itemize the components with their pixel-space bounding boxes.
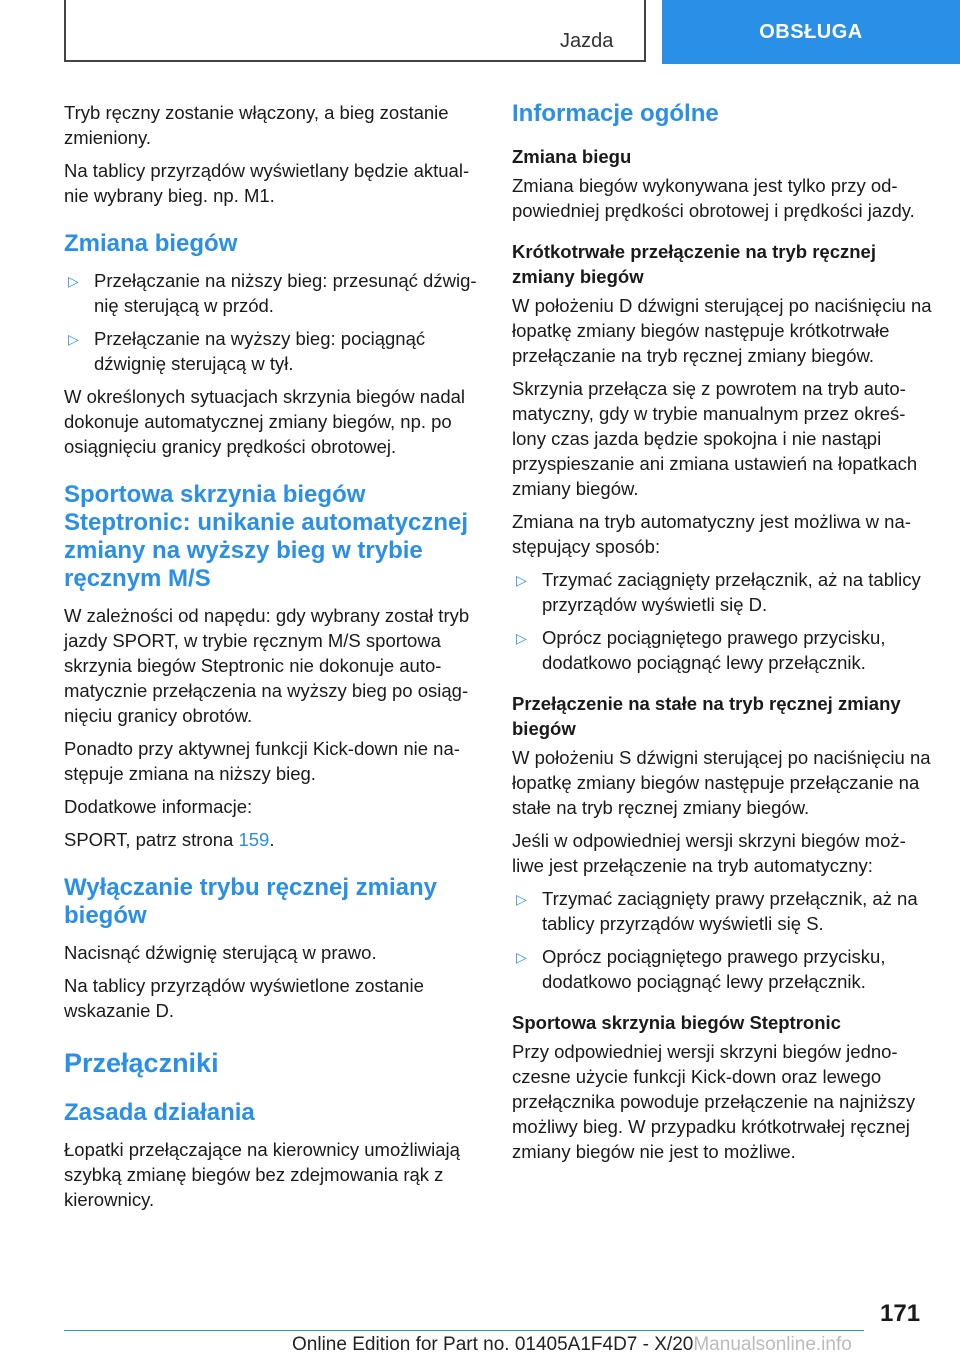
subheading-steptronic: Sportowa skrzynia biegów Steptronic [512, 1012, 841, 1033]
list-item: ▷ Przełączanie na niższy bieg: przesunąć dźwig-nię sterującą w przód. [68, 270, 477, 316]
heading-sportowa: Sportowa skrzynia biegów Steptronic: unikanie automatycznej zmiany na wyższy bieg w trybie ręcznym M/S [64, 481, 469, 592]
triangle-bullet-icon: ▷ [68, 273, 79, 289]
list-item: ▷ Trzymać zaciągnięty przełącznik, aż na tablicy przyrządów wyświetli się D. [516, 569, 921, 615]
bullet-list [512, 567, 932, 675]
heading-przelaczniki: Przełączniki [64, 1048, 219, 1078]
heading-zasada-dzialania: Zasada działania [64, 1099, 255, 1126]
paragraph: Przy odpowiedniej wersji skrzyni biegów jedno-czesne użycie funkcji Kick-down oraz lewego przełącznika powoduje przełączenie na najniższy możliwy bieg. W przypadku krótkotrwałej ręcznej zmiany biegów nie jest to możliwe. [512, 1041, 916, 1162]
watermark: Manualsonline.info [693, 1334, 852, 1355]
subheading-stale: Przełączenie na stałe na tryb ręcznej zmiany biegów [512, 693, 901, 739]
paragraph: Dodatkowe informacje: [64, 796, 253, 817]
page-number: 171 [880, 1300, 921, 1327]
paragraph: Nacisnąć dźwignię sterującą w prawo. [64, 942, 377, 963]
triangle-bullet-icon: ▷ [516, 630, 527, 646]
heading-zmiana-biegow: Zmiana biegów [64, 230, 238, 257]
paragraph: W określonych sytuacjach skrzynia biegów nadal dokonuje automatycznej zmiany biegów, np. po osiągnięciu granicy prędkości obrotowej. [64, 386, 466, 457]
paragraph: W położeniu D dźwigni sterującej po naciśnięciu na łopatkę zmiany biegów następuje krótkotrwałe przełączanie na tryb ręcznej zmiany biegów. [512, 295, 932, 366]
header-chapter-tab: OBSŁUGA [662, 0, 960, 64]
heading-informacje-ogolne: Informacje ogólne [512, 100, 719, 127]
heading-wylaczanie: Wyłączanie trybu ręcznej zmiany biegów [64, 874, 438, 929]
paragraph: Zmiana biegów wykonywana jest tylko przy od-powiedniej prędkości obrotowej i prędkości jazdy. [512, 175, 915, 221]
list-item: ▷ Przełączanie na wyższy bieg: pociągnąć dźwignię sterującą w tył. [68, 328, 426, 374]
paragraph: Ponadto przy aktywnej funkcji Kick-down nie na-stępuje zmiana na niższy bieg. [64, 738, 460, 784]
list-item: ▷ Oprócz pociągniętego prawego przycisku, dodatkowo pociągnąć lewy przełącznik. [516, 627, 886, 673]
paragraph-sport-reference: SPORT, patrz strona 159. [64, 829, 275, 850]
right-column [512, 100, 932, 1172]
paragraph: Łopatki przełączające na kierownicy umożliwiają szybką zmianę biegów bez zdejmowania rąk z kierownicy. [64, 1139, 460, 1210]
header-frame [64, 0, 646, 62]
paragraph: Skrzynia przełącza się z powrotem na tryb auto-matyczny, gdy w trybie manualnym przez okreś-lony czas jazda będzie spokojna i nie nastąpi przyspieszanie ani zmiana ustawień na łopatkach zmiany biegów. [512, 378, 918, 499]
bullet-list [512, 886, 932, 994]
paragraph: Jeśli w odpowiedniej wersji skrzyni biegów moż-liwe jest przełączenie na tryb automatyczny: [512, 830, 906, 876]
list-item: ▷ Trzymać zaciągnięty prawy przełącznik, aż na tablicy przyrządów wyświetli się S. [516, 888, 918, 934]
subheading-krotkotrwale: Krótkotrwałe przełączenie na tryb ręcznej zmiany biegów [512, 241, 876, 287]
paragraph: Na tablicy przyrządów wyświetlany będzie aktual-nie wybrany bieg. np. M1. [64, 160, 470, 206]
triangle-bullet-icon: ▷ [68, 331, 79, 347]
bullet-list [64, 268, 482, 376]
subheading-zmiana-biegu: Zmiana biegu [512, 146, 632, 167]
paragraph: W położeniu S dźwigni sterującej po naciśnięciu na łopatkę zmiany biegów następuje przełączanie na stałe na tryb ręcznej zmiany biegów. [512, 747, 931, 818]
footer-edition: Online Edition for Part no. 01405A1F4D7 - X/20Manualsonline.info [292, 1334, 852, 1355]
paragraph: Na tablicy przyrządów wyświetlone zostanie wskazanie D. [64, 975, 424, 1021]
page-link[interactable]: 159 [238, 829, 270, 850]
header-section-title: Jazda [560, 30, 614, 52]
footer-divider [64, 1330, 864, 1331]
paragraph: Zmiana na tryb automatyczny jest możliwa w na-stępujący sposób: [512, 511, 911, 557]
list-item: ▷ Oprócz pociągniętego prawego przycisku, dodatkowo pociągnąć lewy przełącznik. [516, 946, 886, 992]
left-column [64, 100, 482, 1220]
paragraph: Tryb ręczny zostanie włączony, a bieg zostanie zmieniony. [64, 102, 449, 148]
triangle-bullet-icon: ▷ [516, 572, 527, 588]
triangle-bullet-icon: ▷ [516, 949, 527, 965]
triangle-bullet-icon: ▷ [516, 891, 527, 907]
paragraph: W zależności od napędu: gdy wybrany został tryb jazdy SPORT, w trybie ręcznym M/S sportowa skrzynia biegów Steptronic nie dokonuje auto-matycznie przełączenia na wyższy bieg po osiąg-nięciu granicy obrotów. [64, 605, 470, 726]
